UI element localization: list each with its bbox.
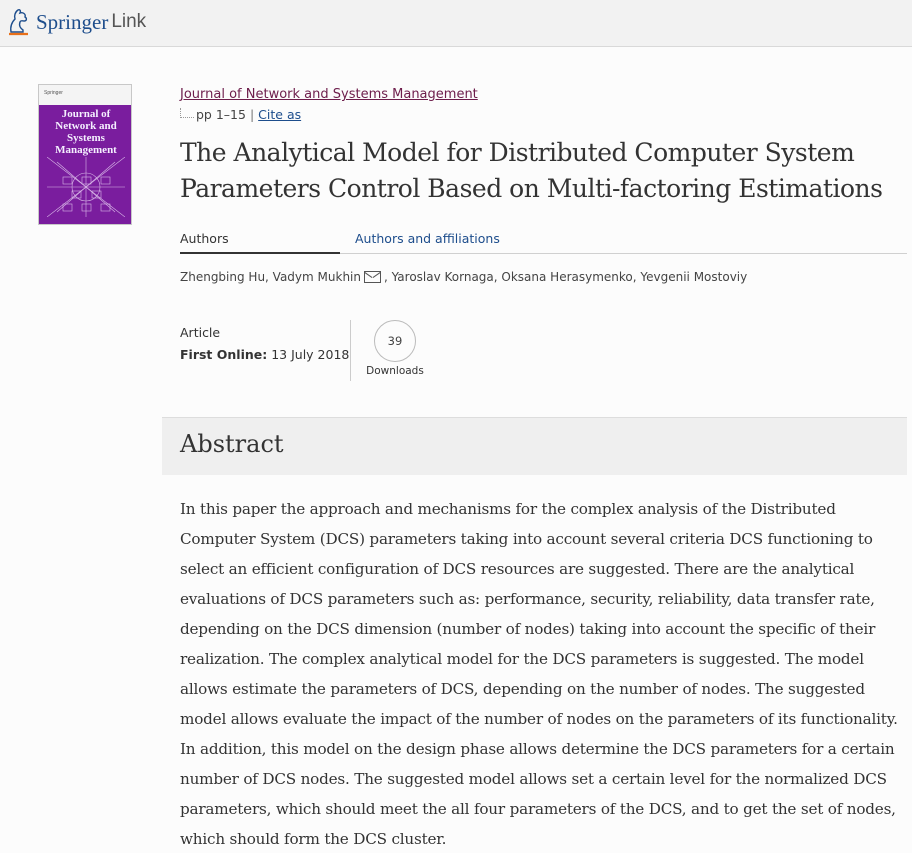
meta-divider (350, 320, 351, 381)
cover-publisher: Springer (44, 90, 63, 96)
email-icon[interactable] (364, 271, 381, 283)
abstract-line: parameters, which should meet the all four parameters of the DCS, and to get the set of nodes, (180, 800, 896, 818)
abstract-line: depending on the DCS dimension (number of nodes) taking into account the specific of their (180, 620, 876, 638)
abstract-line: which should form the DCS cluster. (180, 830, 447, 848)
abstract-line: evaluations of DCS parameters such as: performance, security, reliability, data transfer rate, (180, 590, 875, 608)
first-online-date: 13 July 2018 (271, 347, 350, 362)
springer-link-logo[interactable] (6, 6, 146, 36)
abstract-line: realization. The complex analytical model for the DCS parameters is suggested. The model (180, 650, 864, 668)
abstract-header-bar (162, 417, 907, 475)
first-online-label: First Online: (180, 347, 268, 362)
authors-first[interactable]: Zhengbing Hu, Vadym Mukhin (180, 270, 361, 284)
article-type: Article (180, 325, 221, 340)
springer-horse-icon (6, 6, 32, 36)
pages-cite-line (180, 107, 301, 122)
article-meta (180, 322, 349, 366)
abstract-line: number of DCS nodes. The suggested model allows set a certain level for the normalized DCS (180, 770, 887, 788)
abstract-line: select an efficient configuration of DCS resources are suggested. There are the analytical (180, 560, 855, 578)
abstract-line: Computer System (DCS) parameters taking into account several criteria DCS functioning to (180, 530, 873, 548)
abstract-heading: Abstract (180, 430, 284, 458)
abstract-line: In addition, this model on the design phase allows determine the DCS parameters for a certain (180, 740, 895, 758)
article-title: The Analytical Model for Distributed Computer System Parameters Control Based on Multi-factoring Estimations (180, 138, 883, 203)
abstract-line: model allows evaluate the impact of the number of nodes on the parameters of its functionality. (180, 710, 898, 728)
tab-authors[interactable]: Authors (180, 230, 340, 254)
page-range: pp 1–15 (196, 107, 246, 122)
cite-as-link[interactable]: Cite as (258, 107, 302, 122)
author-list (180, 270, 747, 284)
downloads-count: 39 (374, 320, 416, 362)
author-tabs (180, 230, 907, 254)
abstract-line: allows estimate the parameters of DCS, depending on the number of nodes. The suggested (180, 680, 865, 698)
tab-authors-and-affiliations[interactable]: Authors and affiliations (355, 231, 500, 246)
cover-title: Journal of Network and Systems Management (55, 108, 117, 156)
first-online (180, 344, 349, 366)
site-header (0, 0, 912, 47)
brand-springer: Springer (36, 9, 109, 34)
abstract-text (180, 494, 907, 853)
abstract-line: In this paper the approach and mechanisms for the complex analysis of the Distributed (180, 500, 836, 518)
authors-rest[interactable]: , Yaroslav Kornaga, Oksana Herasymenko, Yevgenii Mostoviy (383, 270, 748, 284)
brand-link: Link (111, 11, 147, 32)
tree-connector-icon (180, 108, 194, 118)
separator: | (249, 107, 255, 122)
downloads-label: Downloads (366, 365, 424, 377)
journal-cover-image[interactable] (38, 84, 132, 225)
journal-link[interactable]: Journal of Network and Systems Management (180, 87, 478, 102)
cover-network-diagram (47, 157, 125, 217)
